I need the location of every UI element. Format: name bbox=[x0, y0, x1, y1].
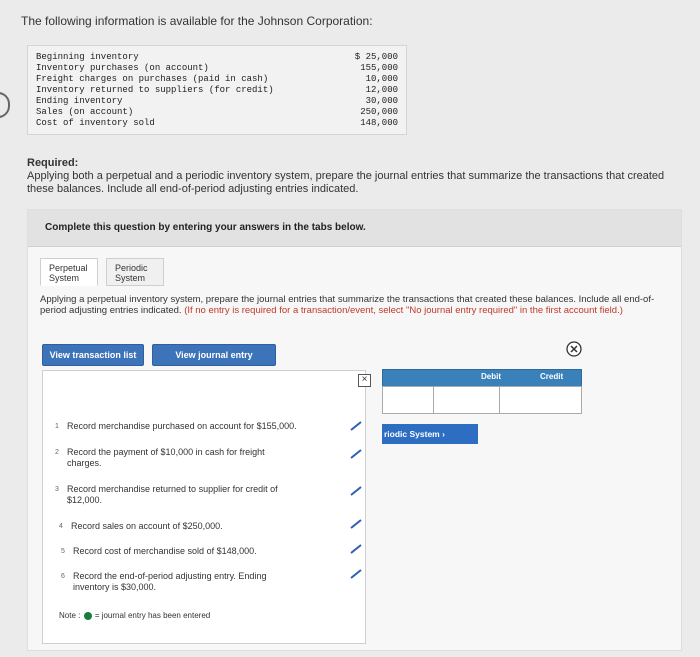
view-journal-entry-worksheet-button[interactable]: View journal entry bbox=[152, 344, 276, 366]
journal-entry-table bbox=[382, 369, 580, 419]
journal-table-header bbox=[382, 369, 582, 387]
question-panel bbox=[27, 209, 682, 651]
complete-question-bar bbox=[28, 210, 681, 247]
instructions-note: (If no entry is required for a transaction/event, select "No journal entry required" in the first account field.) bbox=[184, 305, 623, 316]
info-row bbox=[36, 118, 398, 129]
edit-pencil-icon[interactable] bbox=[349, 569, 363, 579]
transaction-number: 6 bbox=[61, 573, 65, 580]
close-circle-icon[interactable] bbox=[566, 341, 582, 357]
info-value: 148,000 bbox=[360, 118, 398, 128]
tab-periodic-system[interactable] bbox=[106, 258, 164, 286]
required-text: Applying both a perpetual and a periodic inventory system, prepare the journal entries that summarize the transactions that created these balances. Include all end-of-period adjusting entries indicated. bbox=[27, 170, 665, 195]
debit-cell[interactable] bbox=[434, 387, 500, 413]
tab-perpetual-system[interactable] bbox=[40, 258, 98, 286]
required-title: Required: bbox=[27, 157, 79, 169]
info-row bbox=[36, 63, 398, 74]
edit-pencil-icon[interactable] bbox=[349, 449, 363, 459]
transaction-list bbox=[42, 370, 366, 644]
info-value: 12,000 bbox=[365, 85, 398, 95]
transaction-number: 2 bbox=[55, 449, 59, 456]
journal-table-row bbox=[382, 386, 582, 414]
note-prefix: Note : bbox=[59, 611, 81, 620]
info-row bbox=[36, 74, 398, 85]
view-transaction-list-button[interactable]: View transaction list bbox=[42, 344, 144, 366]
info-label: Freight charges on purchases (paid in cash) bbox=[36, 74, 269, 84]
periodic-system-nav-button[interactable]: riodic System › bbox=[382, 424, 478, 444]
info-label: Sales (on account) bbox=[36, 107, 134, 117]
info-label: Beginning inventory bbox=[36, 52, 139, 62]
tab-label-line2: System bbox=[49, 273, 80, 283]
required-section bbox=[27, 157, 682, 196]
edit-pencil-icon[interactable] bbox=[349, 519, 363, 529]
transaction-text: Record the end-of-period adjusting entry. Ending inventory is $30,000. bbox=[73, 571, 267, 592]
instructions bbox=[40, 294, 670, 316]
info-row bbox=[36, 52, 398, 63]
instructions-text: Applying a perpetual inventory system, prepare the journal entries that summarize the transactions that created these balances. Include all end-of-period adjusting entries indicated. bbox=[40, 294, 655, 316]
debit-header: Debit bbox=[481, 372, 501, 381]
inventory-info-table bbox=[27, 45, 407, 135]
info-value: 30,000 bbox=[365, 96, 398, 106]
transaction-number: 4 bbox=[59, 523, 63, 530]
close-icon[interactable]: × bbox=[358, 374, 371, 387]
transaction-text: Record merchandise purchased on account for $155,000. bbox=[67, 421, 297, 431]
tab-label-line1: Perpetual bbox=[49, 263, 88, 273]
transaction-number: 3 bbox=[55, 486, 59, 493]
entered-dot-icon bbox=[84, 612, 92, 620]
transaction-number: 1 bbox=[55, 423, 59, 430]
info-value: 10,000 bbox=[365, 74, 398, 84]
complete-question-label: Complete this question by entering your answers in the tabs below. bbox=[45, 222, 366, 233]
note-suffix: = journal entry has been entered bbox=[94, 611, 211, 620]
info-row bbox=[36, 107, 398, 118]
transaction-text: Record sales on account of $250,000. bbox=[71, 521, 223, 531]
info-value: 155,000 bbox=[360, 63, 398, 73]
legend-note bbox=[59, 611, 210, 620]
edit-pencil-icon[interactable] bbox=[349, 486, 363, 496]
edit-pencil-icon[interactable] bbox=[349, 421, 363, 431]
transaction-number: 5 bbox=[61, 548, 65, 555]
info-value: 250,000 bbox=[360, 107, 398, 117]
info-label: Inventory returned to suppliers (for credit) bbox=[36, 85, 274, 95]
info-label: Cost of inventory sold bbox=[36, 118, 155, 128]
info-label: Ending inventory bbox=[36, 96, 123, 106]
tab-label-line2: System bbox=[115, 273, 146, 283]
info-label: Inventory purchases (on account) bbox=[36, 63, 209, 73]
transaction-text: Record the payment of $10,000 in cash for freight charges. bbox=[67, 447, 265, 468]
info-row bbox=[36, 85, 398, 96]
credit-header: Credit bbox=[540, 372, 564, 381]
tab-label-line1: Periodic bbox=[115, 263, 148, 273]
info-row bbox=[36, 96, 398, 107]
intro-text: The following information is available for the Johnson Corporation: bbox=[21, 14, 373, 28]
account-cell[interactable] bbox=[383, 387, 434, 413]
edit-pencil-icon[interactable] bbox=[349, 544, 363, 554]
transaction-text: Record merchandise returned to supplier for credit of $12,000. bbox=[67, 484, 278, 505]
side-arc-decoration bbox=[0, 92, 10, 118]
info-value: $ 25,000 bbox=[354, 52, 398, 62]
transaction-text: Record cost of merchandise sold of $148,000. bbox=[73, 546, 257, 556]
